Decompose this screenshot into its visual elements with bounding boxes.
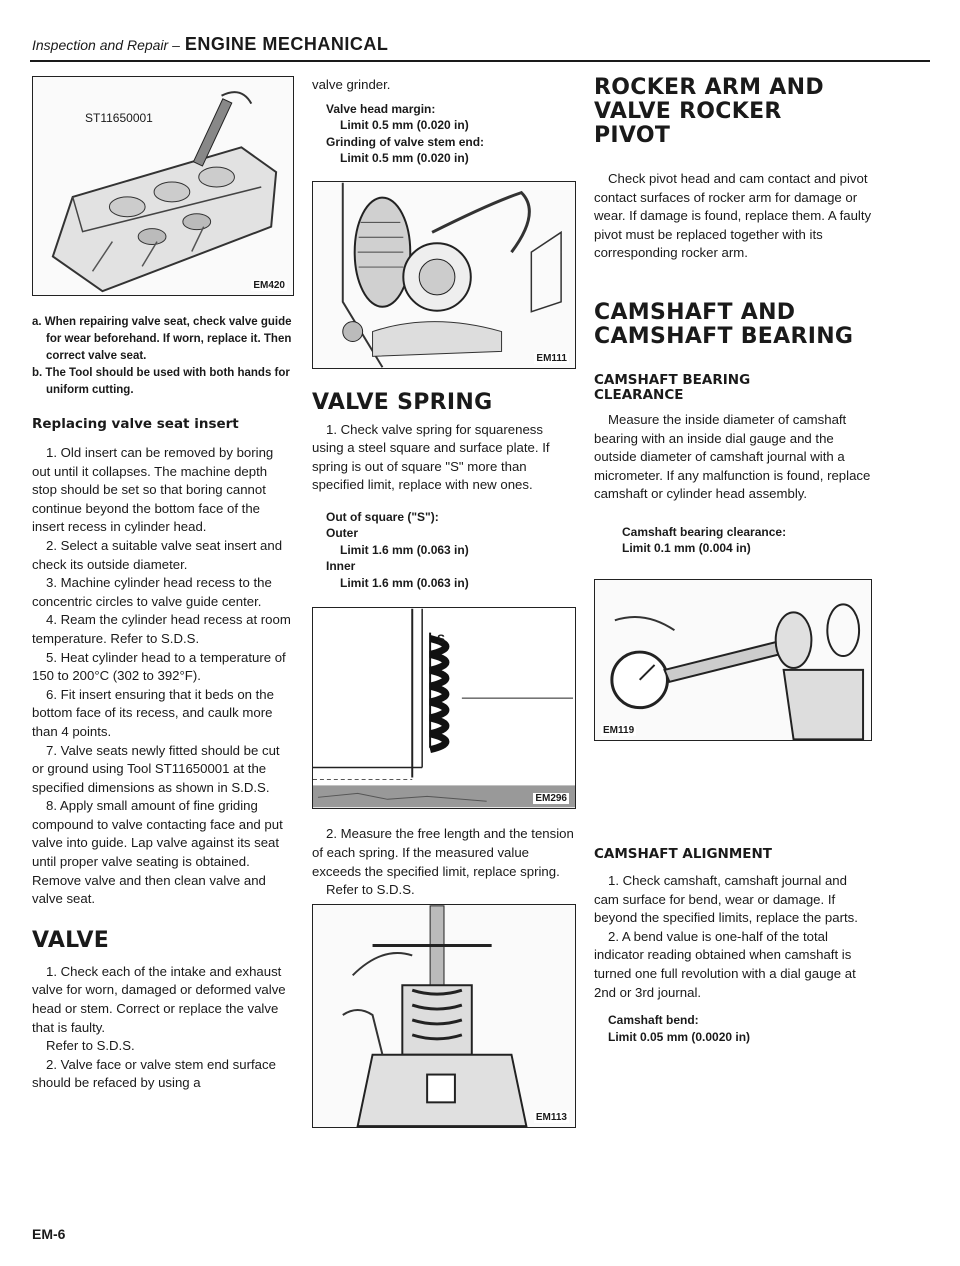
valve-specs: [312, 101, 576, 167]
figure-em119: [594, 579, 872, 741]
column-3: [594, 76, 872, 1045]
valve-spring-heading: VALVE SPRING: [312, 389, 493, 415]
clearance-heading: CAMSHAFT BEARING CLEARANCE: [594, 371, 751, 403]
clearance-text: Measure the inside diameter of camshaft bearing with an inside dial gauge and the outside diameter of camshaft journal with a micrometer. If any malfunction is found, replace camshaft or cylinder head assembly.: [594, 411, 871, 502]
header-section: Inspection and Repair –: [32, 37, 180, 53]
cylinder-head-illustration: [33, 77, 293, 295]
margin-label: Valve head margin:: [326, 101, 436, 116]
spring-step-2: 2. Measure the free length and the tension of each spring. If the measured value exceeds the specified limit, replace spring.: [312, 826, 574, 879]
valve-step-1-ref: Refer to S.D.S.: [46, 1038, 135, 1054]
step-4: 4. Ream the cylinder head recess at room temperature. Refer to S.D.S.: [32, 612, 291, 646]
spring-step-1: 1. Check valve spring for squareness using a steel square and surface plate. If spring is out of square "S" more than specified limit, replace with new ones.: [312, 421, 550, 493]
step-1: 1. Old insert can be removed by boring out until it collapses. The machine depth stop should be set so that boring cannot continue beyond the bottom face of the insert recess in cylinder head.: [32, 445, 274, 535]
valve-heading: VALVE: [32, 927, 110, 953]
figure-label: EM113: [535, 1111, 567, 1123]
valve-grinder-illustration: [313, 182, 575, 368]
valve-steps: [32, 963, 294, 1093]
grind-limit: Limit 0.5 mm (0.020 in): [340, 151, 469, 166]
figure-em296: [312, 607, 576, 809]
column-1: [32, 76, 294, 1093]
outer-label: Outer: [326, 526, 359, 541]
page-number: EM-6: [32, 1226, 66, 1242]
margin-limit: Limit 0.5 mm (0.020 in): [340, 118, 469, 133]
camshaft-heading: CAMSHAFT AND CAMSHAFT BEARING: [594, 299, 854, 349]
figure-label: EM119: [603, 724, 635, 736]
page-header: [32, 34, 388, 55]
spring-step-2-ref: Refer to S.D.S.: [326, 882, 415, 898]
step-7: 7. Valve seats newly fitted should be cut or ground using Tool ST11650001 at the specified dimensions as shown in S.D.S.: [32, 742, 280, 795]
clearance-specs: [594, 524, 872, 557]
step-2: 2. Select a suitable valve seat insert and check its outside diameter.: [32, 537, 283, 572]
note-b: b. The Tool should be used with both hands for uniform cutting.: [32, 367, 290, 396]
spring-tester-illustration: [313, 905, 575, 1127]
header-rule: [30, 60, 930, 62]
spring-step-2-block: [312, 825, 576, 899]
clearance-limit: Limit 0.1 mm (0.004 in): [622, 541, 751, 556]
figure-label: EM296: [535, 793, 567, 805]
clearance-label: Camshaft bearing clearance:: [622, 524, 787, 539]
dial-gauge-illustration: [595, 580, 871, 740]
valve-step-1: 1. Check each of the intake and exhaust valve for worn, damaged or deformed valve head or stem. Correct or replace the valve that is faulty.: [32, 963, 286, 1035]
figure-em420: [32, 76, 294, 296]
figure-em113: [312, 904, 576, 1128]
figure-label: EM420: [253, 280, 285, 291]
outer-limit: Limit 1.6 mm (0.063 in): [340, 542, 469, 557]
step-3: 3. Machine cylinder head recess to the concentric circles to valve guide center.: [32, 575, 272, 609]
step-5: 5. Heat cylinder head to a temperature of 150 to 200°C (302 to 392°F).: [32, 649, 286, 684]
seat-insert-steps: [32, 444, 294, 909]
alignment-heading: CAMSHAFT ALIGNMENT: [594, 845, 773, 862]
inner-limit: Limit 1.6 mm (0.063 in): [340, 575, 469, 590]
grind-label: Grinding of valve stem end:: [326, 134, 485, 149]
square-specs: [312, 509, 576, 592]
bend-label: Camshaft bend:: [608, 1013, 699, 1028]
column-2: [312, 76, 576, 1128]
figure-em111: [312, 181, 576, 369]
figure-label: EM111: [536, 352, 567, 364]
align-step-1: 1. Check camshaft, camshaft journal and cam surface for bend, wear or damage. If beyond the specified limits, replace the parts.: [594, 872, 858, 926]
step-6: 6. Fit insert ensuring that it beds on the bottom face of its recess, and caulk more than 4 points.: [32, 686, 274, 739]
spring-s-label: S: [437, 632, 446, 647]
bend-limit: Limit 0.05 mm (0.0020 in): [608, 1029, 751, 1044]
inner-label: Inner: [326, 559, 356, 574]
repair-notes: [32, 314, 294, 399]
seat-insert-heading: Replacing valve seat insert: [32, 416, 239, 432]
rocker-heading: ROCKER ARM AND VALVE ROCKER PIVOT: [594, 75, 824, 148]
align-step-2: 2. A bend value is one-half of the total indicator reading obtained when camshaft is turned one full revolution with a dial gauge at 2nd or 3rd journal.: [594, 928, 856, 1000]
step-8: 8. Apply small amount of fine griding compound to valve contacting face and put valve into guide. Lap valve against its seat until proper valve seating is obtained. Remove valve and then clean valve and valve seat.: [32, 798, 283, 907]
rocker-text: Check pivot head and cam contact and pivot contact surfaces of rocker arm for damage or wear. If damage is found, replace them. A faulty pivot must be replaced together with its corresponding rocker arm.: [594, 171, 872, 261]
continued-text: valve grinder.: [312, 77, 391, 92]
square-label: Out of square ("S"):: [326, 509, 439, 524]
valve-step-2: 2. Valve face or valve stem end surface should be refaced by using a: [32, 1056, 276, 1091]
alignment-steps: [594, 872, 872, 1002]
bend-specs: [594, 1012, 872, 1045]
figure-tool-label: ST11650001: [85, 111, 153, 125]
note-a: a. When repairing valve seat, check valve guide for wear beforehand. If worn, replace it. Then correct valve seat.: [32, 316, 292, 362]
header-title: ENGINE MECHANICAL: [184, 34, 389, 54]
